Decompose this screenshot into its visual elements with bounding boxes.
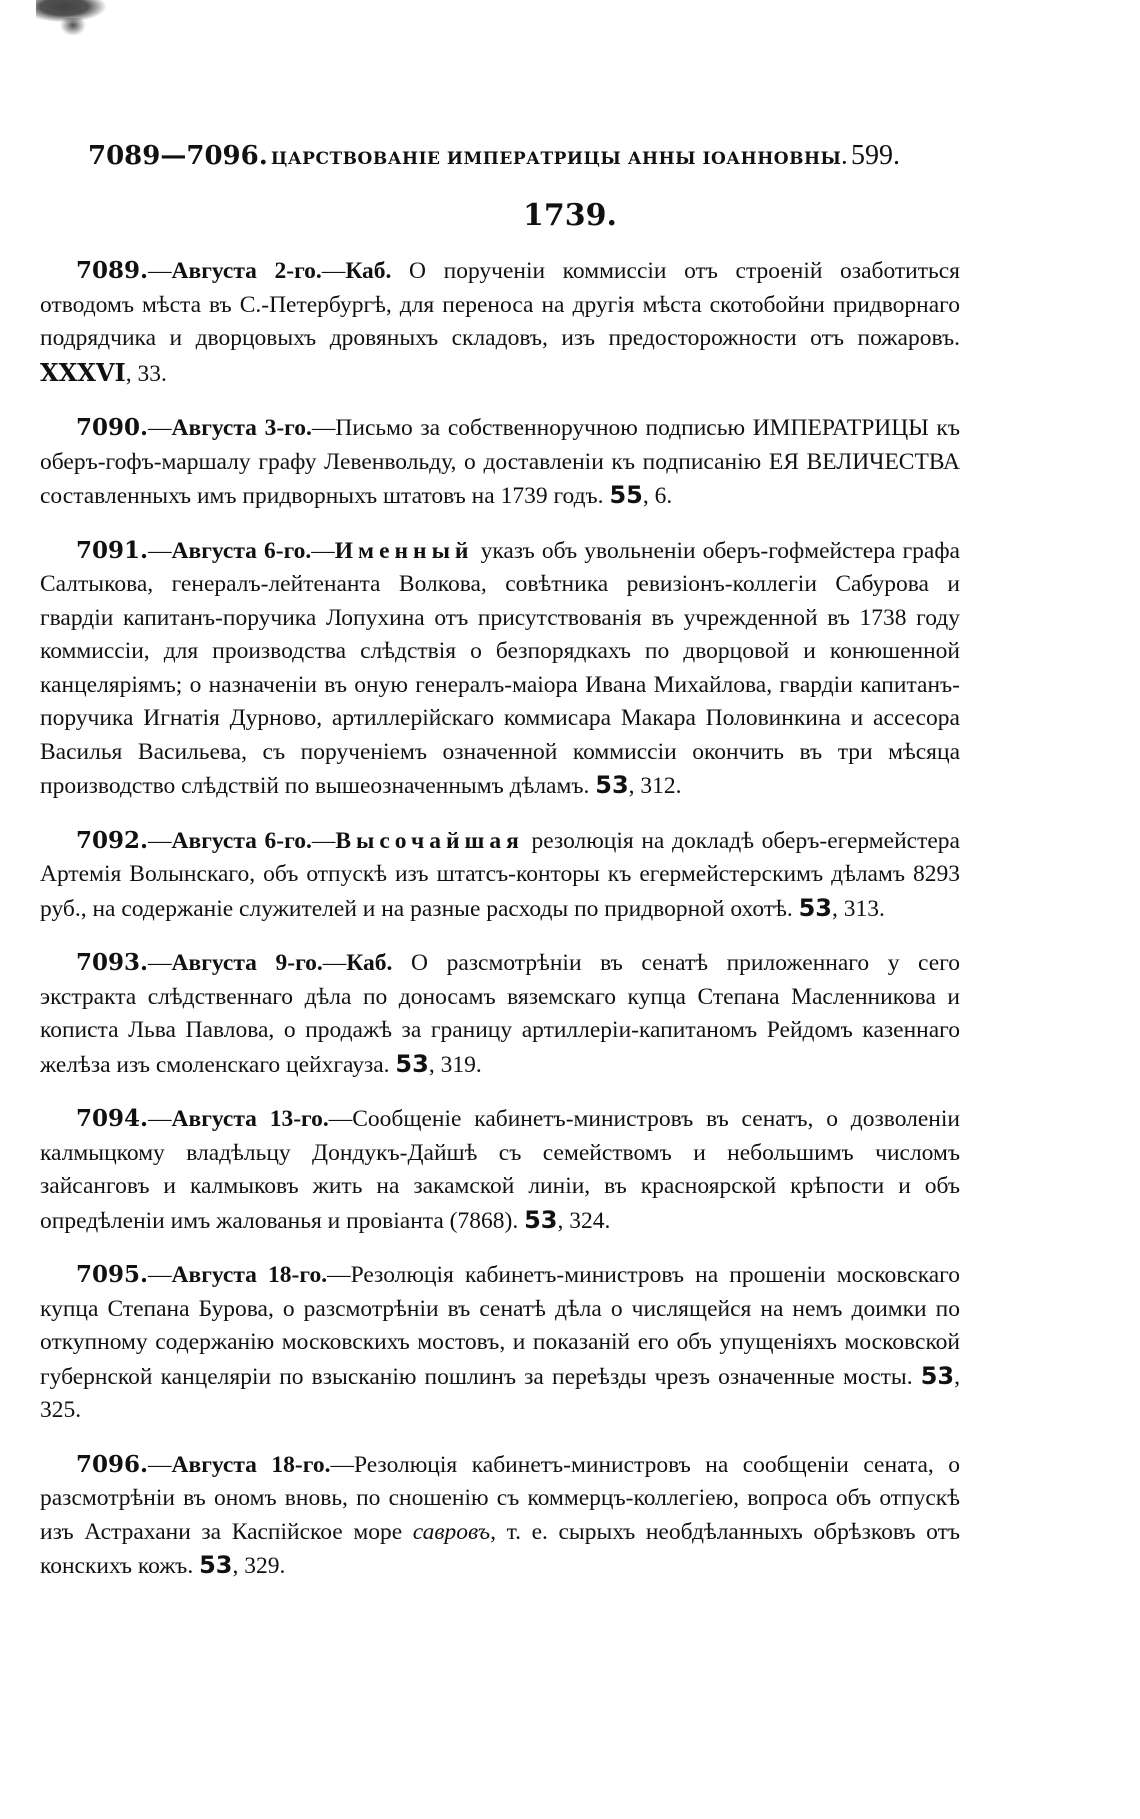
entry-number: 7090. (76, 414, 149, 441)
entries-list (40, 254, 960, 1604)
running-title: ЦАРСТВОВАНІЕ ИМПЕРАТРИЦЫ АННЫ ІОАННОВНЫ. (270, 149, 848, 169)
entry-date: Августа 6-го. (171, 537, 312, 564)
entry-page: 313. (843, 895, 885, 922)
entry-date: Августа 18-го. (171, 1451, 331, 1478)
entry-kind: Каб. (345, 258, 392, 284)
entry-volume: XXXVI (40, 357, 126, 387)
entry-italic-term: савровъ, (412, 1518, 496, 1545)
entry-7096: 7096.—Августа 18-го.—Резолюція кабинетъ-министровъ на сообщеніи сената, о разсмотрѣніи въ ономъ вновь, по сношенію съ коммерцъ-коллегіею, вопроса объ отпускѣ изъ Астрахани за Каспійское море савровъ, т. е. сырыхъ необдѣланныхъ обрѣзковъ отъ конскихъ кожъ. 53, 329. (40, 1450, 961, 1579)
entry-page: 319. (440, 1051, 482, 1078)
entry-date: Августа 9-го. (171, 950, 323, 976)
page-number: 599. (850, 140, 900, 171)
entry-text: Письмо за собственноручною подписью ИМПЕРАТРИЦЫ къ оберъ-гофъ-маршалу графу Левенвольду, о доставленіи къ подписанію ЕЯ ВЕЛИЧЕСТВА составленныхъ имъ придворныхъ штатовъ на 1739 годъ. (40, 415, 960, 509)
entry-text: резолюція на докладѣ оберъ-егермейстера Артемія Волынскаго, объ отпускѣ изъ штатсъ-конторы къ егермейстерскимъ дѣламъ 8293 руб., на содержаніе служителей и на разные расходы по придворной охотѣ. (40, 827, 960, 922)
entry-volume: 53 (524, 1205, 558, 1234)
entry-7095: 7095.—Августа 18-го.—Резолюція кабинетъ-министровъ на прошеніи московскаго купца Степана Бурова, о разсмотрѣніи въ сенатѣ дѣла о числящейся на немъ доимки по откупному содержанію московскихъ мостовъ, и показаній его объ упущеніяхъ московской губернской канцеляріи по взысканію пошлинъ за переѣзды чрезъ означенные мосты. 53, 325. (40, 1261, 960, 1423)
entry-volume: 53 (595, 771, 629, 799)
entry-text: Резолюція кабинетъ-министровъ на прошеніи московскаго купца Степана Бурова, о разсмотрѣніи въ сенатѣ дѣла о числящейся на немъ доимки по откупному содержанію московскихъ мостовъ, и показаній его объ упущеніяхъ московской губернской канцеляріи по взысканію пошлинъ за переѣзды чрезъ означенные мосты. (40, 1262, 960, 1390)
entry-number: 7096. (76, 1450, 149, 1478)
entry-7093: 7093.—Августа 9-го.—Каб. О разсмотрѣніи въ сенатѣ приложеннаго у сего экстракта слѣдственнаго дѣла по доносамъ вяземскаго купца Степана Масленникова и кописта Льва Павлова, о продажѣ за границу артиллеріи-капитаномъ Рейдомъ казеннаго желѣза изъ смоленскаго цейхгауза. 53, 319. (40, 949, 961, 1078)
entry-page: 324. (569, 1207, 611, 1234)
entry-range: 7089—7096. (88, 141, 268, 171)
entry-7089: 7089.—Августа 2-го.—Каб. О порученіи коммиссіи отъ строеній озаботиться отводомъ мѣста въ С.-Петербургѣ, для переноса на другія мѣста скотобойни придворнаго подрядчика и дворцовыхъ дровяныхъ складовъ, изъ предосторожности отъ пожаровъ. XXXVI, 33. (40, 257, 960, 387)
entry-kind: Именный (334, 537, 474, 564)
entry-7090: 7090.—Августа 3-го.—Письмо за собственноручною подписью ИМПЕРАТРИЦЫ къ оберъ-гофъ-маршалу графу Левенвольду, о доставленіи къ подписанію ЕЯ ВЕЛИЧЕСТВА составленныхъ имъ придворныхъ штатовъ на 1739 годъ. 55, 6. (40, 414, 960, 509)
entry-number: 7093. (76, 949, 149, 976)
year-heading: 1739. (523, 198, 617, 233)
entry-text-continued: т. е. сырыхъ необдѣланныхъ обрѣзковъ отъ конскихъ кожъ. (40, 1518, 961, 1579)
entry-number: 7091. (76, 536, 149, 564)
entry-7094: 7094.—Августа 13-го.—Сообщеніе кабинетъ-министровъ въ сенатъ, о дозволеніи калмыцкому владѣльцу Дондукъ-Дайшѣ съ семействомъ и небольшимъ числомъ зайсанговъ и калмыковъ жить на закамской линіи, въ красноярской крѣпости и объ опредѣленіи имъ жалованья и провіанта (7868). 53, 324. (40, 1105, 960, 1234)
entry-page: 6. (654, 483, 673, 509)
entry-7092: 7092.—Августа 6-го.—Высочайшая резолюція на докладѣ оберъ-егермейстера Артемія Волынскаго, объ отпускѣ изъ штатсъ-конторы къ егермейстерскимъ дѣламъ 8293 руб., на содержаніе служителей и на разные расходы по придворной охотѣ. 53, 313. (40, 826, 960, 922)
ink-blot (60, 18, 86, 36)
entry-7091: 7091.—Августа 6-го.—Именный указъ объ увольненіи оберъ-гофмейстера графа Салтыкова, генералъ-лейтенанта Волкова, совѣтника ревизіонъ-коллегіи Сабурова и гвардіи капитанъ-поручика Лопухина отъ присутствованія въ учрежденной въ 1738 году коммиссіи, для производства слѣдствія о безпорядкахъ по дворцовой и конюшенной канцеляріямъ; о назначеніи въ оную генералъ-маіора Ивана Михайлова, гвардіи капитанъ-поручика Игнатія Дурново, артиллерійскаго коммисара Макара Половинкина и ассесора Василья Васильева, съ порученіемъ означенной коммиссіи окончить въ три мѣсяца производство слѣдствій по вышеозначеннымъ дѣламъ. 53, 312. (40, 536, 960, 799)
entry-date: Августа 2-го. (171, 258, 322, 284)
entry-number: 7089. (76, 257, 149, 284)
entry-page: 329. (244, 1553, 286, 1579)
running-header (88, 140, 900, 180)
entry-text: Сообщеніе кабинетъ-министровъ въ сенатъ, о дозволеніи калмыцкому владѣльцу Дондукъ-Дайшѣ съ семействомъ и небольшимъ числомъ зайсанговъ и калмыковъ жить на закамской линіи, въ красноярской крѣпости и объ опредѣленіи имъ жалованья и провіанта (7868). (40, 1106, 960, 1234)
entry-volume: 55 (609, 481, 643, 509)
entry-page: 312. (640, 773, 682, 799)
entry-kind: Каб. (346, 950, 393, 976)
entry-date: Августа 13-го. (171, 1106, 329, 1132)
entry-text: Резолюція кабинетъ-министровъ на сообщеніи сената, о разсмотрѣніи въ ономъ вновь, по сношенію съ коммерцъ-коллегіею, вопроса объ отпускѣ изъ Астрахани за Каспійское море (40, 1451, 960, 1545)
entry-volume: 53 (395, 1049, 429, 1078)
entry-date: Августа 3-го. (171, 415, 312, 441)
entry-text: О разсмотрѣніи въ сенатѣ приложеннаго у сего экстракта слѣдственнаго дѣла по доносамъ вяземскаго купца Степана Масленникова и кописта Льва Павлова, о продажѣ за границу артиллеріи-капитаномъ Рейдомъ казеннаго желѣза изъ смоленскаго цейхгауза. (40, 950, 961, 1078)
entry-volume: 53 (798, 893, 833, 922)
entry-number: 7094. (76, 1105, 149, 1132)
entry-volume: 53 (920, 1361, 955, 1390)
entry-kind: Высочайшая (335, 827, 524, 854)
entry-date: Августа 6-го. (171, 827, 312, 854)
entry-number: 7095. (76, 1261, 149, 1288)
entry-volume: 53 (199, 1551, 233, 1579)
entry-page: 33. (137, 360, 167, 387)
entry-number: 7092. (76, 826, 149, 854)
entry-text: указъ объ увольненіи оберъ-гофмейстера графа Салтыкова, генералъ-лейтенанта Волкова, совѣтника ревизіонъ-коллегіи Сабурова и гвардіи капитанъ-поручика Лопухина отъ присутствованія въ учрежденной въ 1738 году коммиссіи, для производства слѣдствія о безпорядкахъ по дворцовой и конюшенной канцеляріямъ; о назначеніи въ оную генералъ-маіора Ивана Михайлова, гвардіи капитанъ-поручика Игнатія Дурново, артиллерійскаго коммисара Макара Половинкина и ассесора Василья Васильева, съ порученіемъ означенной коммиссіи окончить въ три мѣсяца производство слѣдствій по вышеозначеннымъ дѣламъ. (40, 537, 960, 799)
entry-text: О порученіи коммиссіи отъ строеній озаботиться отводомъ мѣста въ С.-Петербургѣ, для переноса на другія мѣста скотобойни придворнаго подрядчика и дворцовыхъ дровяныхъ складовъ, изъ предосторожности отъ пожаровъ. (40, 258, 960, 351)
entry-date: Августа 18-го. (171, 1262, 328, 1288)
entry-page: 325. (40, 1397, 82, 1423)
